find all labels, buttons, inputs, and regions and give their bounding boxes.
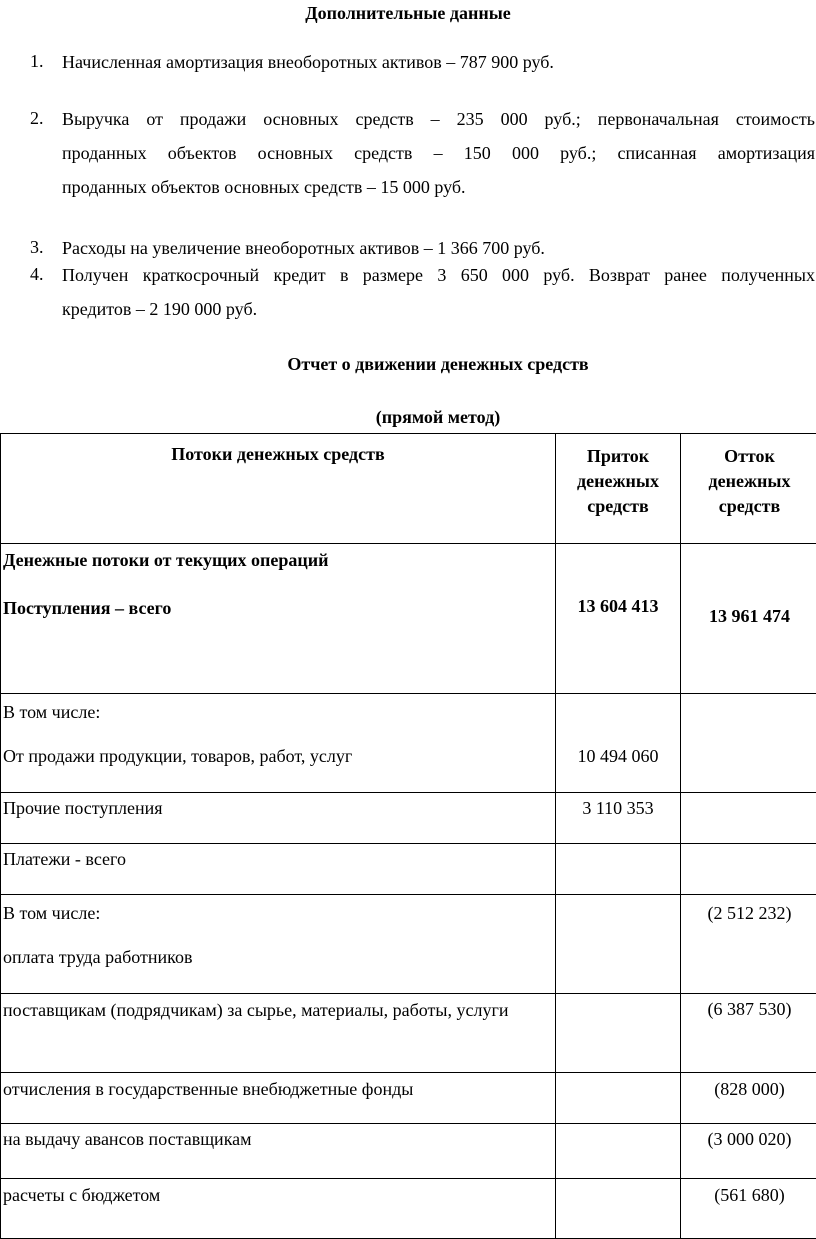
item-text-line: Выручка от продажи основных средств – 235 000 руб.; первоначальная стоимость (62, 102, 815, 136)
advances-outflow: (3 000 020) (681, 1124, 816, 1179)
additional-data-title: Дополнительные данные (0, 3, 816, 24)
wages-cell: В том числе: оплата труда работников (1, 895, 556, 994)
sales-inflow: 10 494 060 (556, 694, 681, 793)
table-row (1, 994, 816, 1073)
receipts-total-label: Поступления – всего (3, 598, 551, 619)
wages-label: оплата труда работников (3, 947, 551, 968)
report-subtitle: (прямой метод) (0, 407, 816, 428)
table-row (1, 1124, 816, 1179)
payments-total-label: Платежи - всего (1, 844, 556, 895)
other-label: Прочие поступления (1, 793, 556, 844)
empty-cell (556, 844, 681, 895)
advances-label: на выдачу авансов поставщикам (1, 1124, 556, 1179)
item-text-line: проданных объектов основных средств – 15 000 руб. (62, 170, 815, 204)
item-text-line: Получен краткосрочный кредит в размере 3 650 000 руб. Возврат ранее полученных (62, 258, 815, 292)
empty-cell (681, 793, 816, 844)
table-row (1, 1073, 816, 1124)
header-flows: Потоки денежных средств (1, 434, 556, 544)
current-ops-label: Денежные потоки от текущих операций (3, 550, 551, 598)
empty-cell (556, 1124, 681, 1179)
wages-outflow: (2 512 232) (681, 895, 816, 994)
table-row (1, 694, 816, 793)
section-current-ops (1, 544, 556, 694)
empty-cell (681, 694, 816, 793)
receipts-inflow: 13 604 413 (556, 544, 681, 694)
item-number: 4. (30, 264, 44, 285)
table-row (1, 793, 816, 844)
empty-cell (556, 1179, 681, 1239)
empty-cell (681, 844, 816, 895)
suppliers-label: поставщикам (подрядчикам) за сырье, материалы, работы, услуги (1, 994, 556, 1073)
funds-outflow: (828 000) (681, 1073, 816, 1124)
table-row (1, 544, 816, 694)
table-header-row (1, 434, 816, 544)
budget-label: расчеты с бюджетом (1, 1179, 556, 1239)
item-number: 1. (30, 51, 44, 72)
item-number: 2. (30, 108, 44, 129)
suppliers-outflow: (6 387 530) (681, 994, 816, 1073)
budget-outflow: (561 680) (681, 1179, 816, 1239)
header-outflow: Отток денежных средств (681, 434, 816, 544)
item-number: 3. (30, 237, 44, 258)
table-row (1, 895, 816, 994)
sales-cell: В том числе: От продажи продукции, товаров, работ, услуг (1, 694, 556, 793)
report-title: Отчет о движении денежных средств (0, 354, 816, 375)
table-row (1, 844, 816, 895)
cash-flow-table (0, 433, 816, 1239)
table-row (1, 1179, 816, 1239)
item-text-line: проданных объектов основных средств – 150 000 руб.; списанная амортизация (62, 136, 815, 170)
header-inflow: Приток денежных средств (556, 434, 681, 544)
item-text-line: кредитов – 2 190 000 руб. (62, 292, 815, 326)
other-inflow: 3 110 353 (556, 793, 681, 844)
receipts-outflow: 13 961 474 (681, 544, 816, 694)
sales-label: От продажи продукции, товаров, работ, услуг (3, 746, 551, 767)
item-text: Расходы на увеличение внеоборотных активов – 1 366 700 руб. (62, 237, 815, 259)
empty-cell (556, 994, 681, 1073)
empty-cell (556, 895, 681, 994)
item-text: Начисленная амортизация внеоборотных активов – 787 900 руб. (62, 51, 815, 73)
funds-label: отчисления в государственные внебюджетные фонды (1, 1073, 556, 1124)
empty-cell (556, 1073, 681, 1124)
